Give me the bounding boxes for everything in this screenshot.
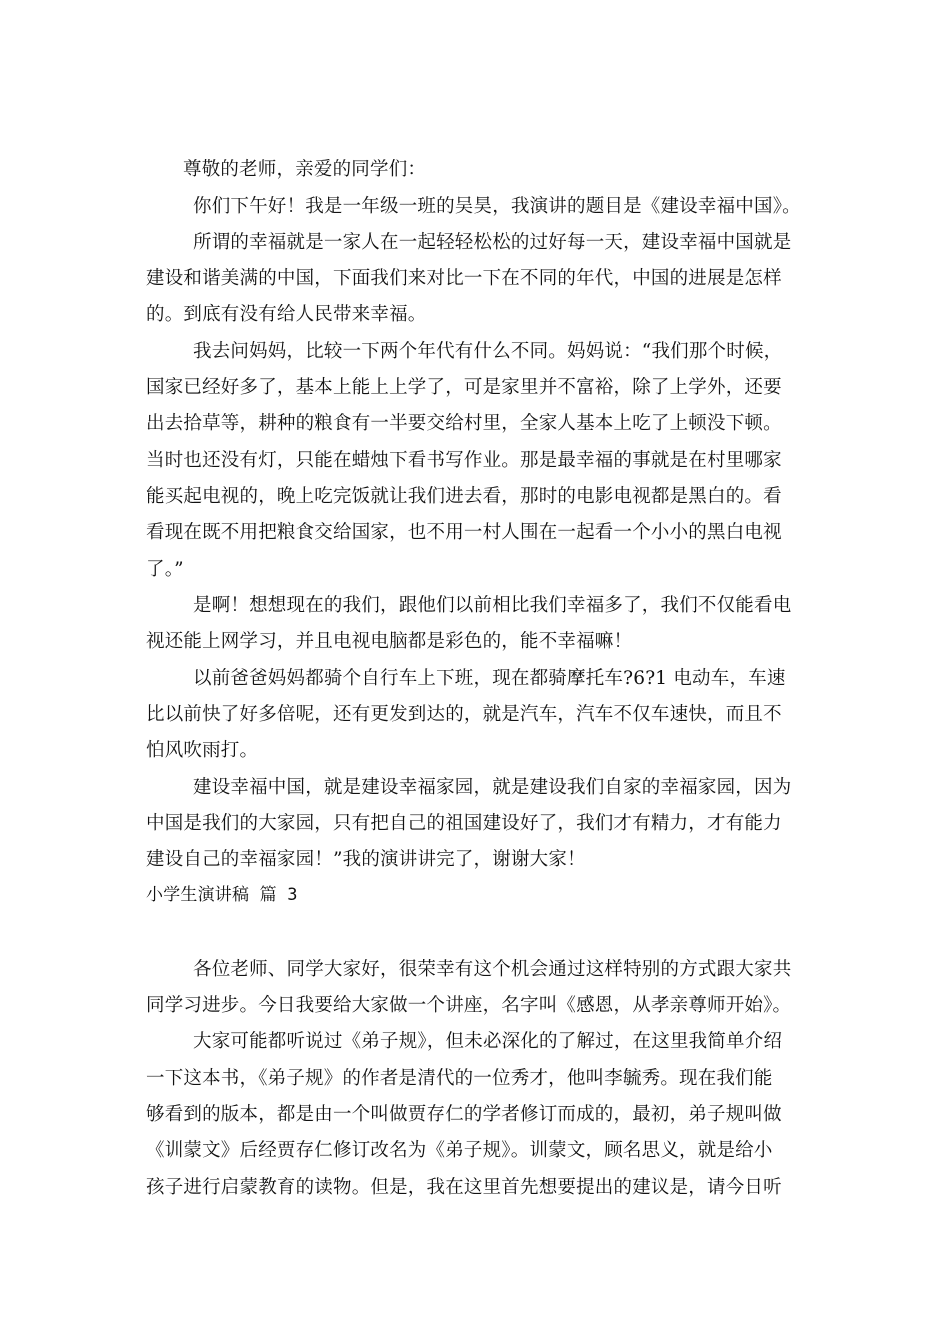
paragraph-line: 中国是我们的大家园，只有把自己的祖国建设好了，我们才有精力，才有能力	[146, 813, 782, 834]
paragraph-line: 看现在既不用把粮食交给国家，也不用一村人围在一起看一个小小的黑白电视	[146, 522, 782, 543]
paragraph-line: 同学习进步。今日我要给大家做一个讲座，名字叫《感恩，从孝亲尊师开始》。	[146, 995, 792, 1016]
paragraph-line: 《训蒙文》后经贾存仁修订改名为《弟子规》。训蒙文，顾名思义，就是给小	[146, 1140, 773, 1161]
paragraph-line: 建设幸福中国，就是建设幸福家园，就是建设我们自家的幸福家园，因为	[193, 777, 792, 798]
paragraph-line: 大家可能都听说过《弟子规》，但未必深化的了解过，在这里我简单介绍	[193, 1031, 783, 1052]
section-heading: 小学生演讲稿 篇 3	[146, 885, 298, 905]
paragraph-line: 当时也还没有灯，只能在蜡烛下看书写作业。那是最幸福的事就是在村里哪家	[146, 450, 782, 471]
paragraph-line: 以前爸爸妈妈都骑个自行车上下班，现在都骑摩托车?6?1 电动车，车速	[193, 668, 786, 689]
salutation-line: 尊敬的老师，亲爱的同学们：	[183, 159, 427, 180]
paragraph-line: 你们下午好！我是一年级一班的吴昊，我演讲的题目是《建设幸福中国》。	[193, 196, 801, 217]
paragraph-line: 的。到底有没有给人民带来幸福。	[146, 304, 427, 325]
paragraph-line: 了。”	[146, 559, 184, 580]
paragraph-line: 出去拾草等，耕种的粮食有一半要交给村里，全家人基本上吃了上顿没下顿。	[146, 413, 782, 434]
paragraph-line: 所谓的幸福就是一家人在一起轻轻松松的过好每一天，建设幸福中国就是	[193, 232, 792, 253]
paragraph-line: 能买起电视的，晚上吃完饭就让我们进去看，那时的电影电视都是黑白的。看	[146, 486, 782, 507]
paragraph-line: 比以前快了好多倍呢，还有更发到达的，就是汽车，汽车不仅车速快，而且不	[146, 704, 782, 725]
paragraph-line: 国家已经好多了，基本上能上上学了，可是家里并不富裕，除了上学外，还要	[146, 377, 782, 398]
paragraph-line: 是啊！想想现在的我们，跟他们以前相比我们幸福多了，我们不仅能看电	[193, 595, 792, 616]
paragraph-line: 够看到的版本，都是由一个叫做贾存仁的学者修订而成的，最初，弟子规叫做	[146, 1104, 782, 1125]
paragraph-line: 各位老师、同学大家好，很荣幸有这个机会通过这样特别的方式跟大家共	[193, 959, 792, 980]
paragraph-line: 一下这本书，《弟子规》的作者是清代的一位秀才，他叫李毓秀。现在我们能	[146, 1068, 773, 1089]
paragraph-line: 孩子进行启蒙教育的读物。但是，我在这里首先想要提出的建议是，请今日听	[146, 1177, 782, 1198]
paragraph-line: 视还能上网学习，并且电视电脑都是彩色的，能不幸福嘛！	[146, 631, 633, 652]
paragraph-line: 怕风吹雨打。	[146, 740, 259, 761]
paragraph-line: 我去问妈妈，比较一下两个年代有什么不同。妈妈说：“我们那个时候，	[193, 341, 783, 362]
paragraph-line: 建设自己的幸福家园！”我的演讲讲完了，谢谢大家！	[146, 849, 586, 870]
paragraph-line: 建设和谐美满的中国，下面我们来对比一下在不同的年代，中国的进展是怎样	[146, 268, 782, 289]
